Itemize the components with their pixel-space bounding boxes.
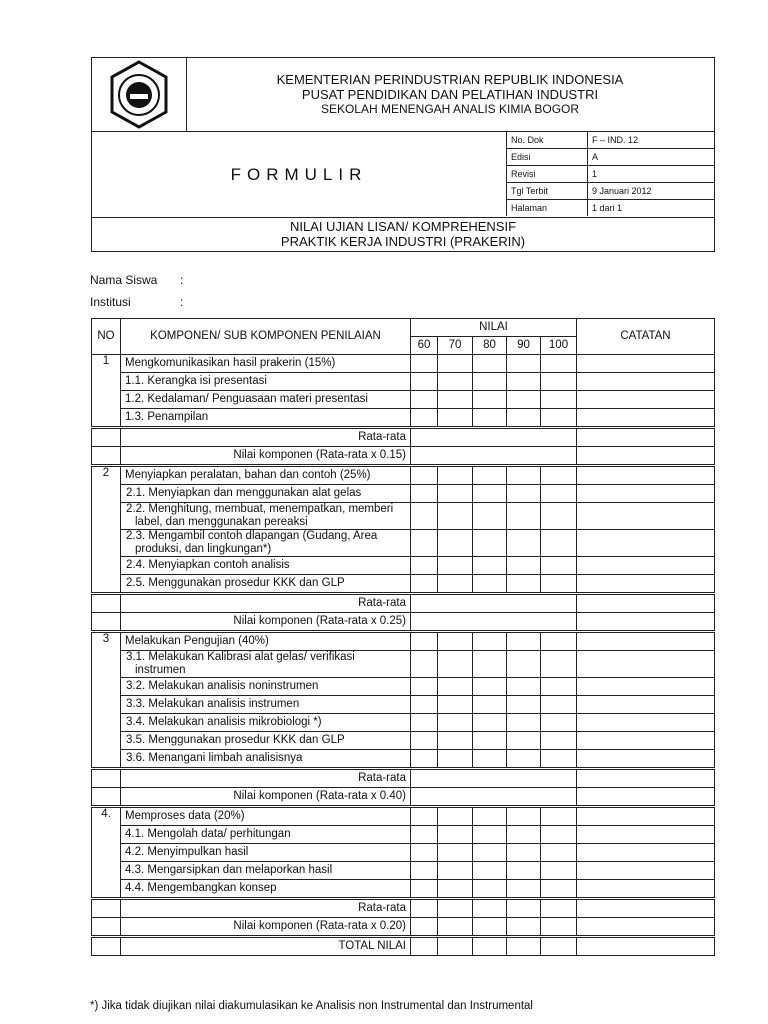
- score-cell[interactable]: [541, 373, 577, 391]
- score-cell-merged[interactable]: [411, 447, 577, 466]
- info-value: 1 dari 1: [588, 200, 715, 217]
- subcomponent-row: [92, 732, 715, 750]
- score-cell[interactable]: [411, 466, 438, 485]
- score-cell[interactable]: [473, 732, 507, 750]
- score-cell[interactable]: [411, 557, 438, 575]
- score-cell[interactable]: [411, 373, 438, 391]
- info-label: Edisi: [507, 149, 588, 166]
- score-cell[interactable]: [438, 918, 473, 937]
- score-cell[interactable]: [438, 557, 473, 575]
- empty-no-cell: [92, 769, 121, 788]
- score-cell[interactable]: [541, 937, 577, 956]
- average-row: [92, 769, 715, 788]
- section-title: Melakukan Pengujian (40%): [121, 632, 411, 651]
- section-number: 4.: [92, 807, 121, 899]
- form-title: FORMULIR: [230, 164, 368, 184]
- empty-no-cell: [92, 918, 121, 937]
- score-cell[interactable]: [473, 918, 507, 937]
- subtitle-line-1: NILAI UJIAN LISAN/ KOMPREHENSIF: [289, 219, 517, 234]
- component-score-row: [92, 918, 715, 937]
- score-cell[interactable]: [507, 678, 541, 696]
- info-value: A: [588, 149, 715, 166]
- score-cell[interactable]: [507, 373, 541, 391]
- score-cell[interactable]: [438, 899, 473, 918]
- score-cell[interactable]: [507, 918, 541, 937]
- component-score-label: Nilai komponen (Rata-rata x 0.15): [121, 447, 411, 466]
- score-cell[interactable]: [438, 880, 473, 899]
- score-cell[interactable]: [438, 826, 473, 844]
- score-cell[interactable]: [541, 826, 577, 844]
- average-row: [92, 899, 715, 918]
- subcomponent-row: [92, 575, 715, 594]
- total-row: [92, 937, 715, 956]
- form-subtitle: [92, 216, 714, 251]
- subcomponent-row: [92, 409, 715, 428]
- empty-no-cell: [92, 447, 121, 466]
- notes-cell[interactable]: [577, 485, 715, 503]
- score-cell[interactable]: [507, 807, 541, 826]
- score-cell[interactable]: [541, 485, 577, 503]
- score-cell[interactable]: [438, 466, 473, 485]
- score-cell[interactable]: [541, 391, 577, 409]
- score-cell[interactable]: [541, 696, 577, 714]
- score-cell[interactable]: [473, 750, 507, 769]
- score-cell[interactable]: [411, 575, 438, 594]
- subcomponent-row: [92, 391, 715, 409]
- section-row: [92, 355, 715, 373]
- subcomponent-row: [92, 373, 715, 391]
- subcomponent-row: [92, 750, 715, 769]
- center-name: PUSAT PENDIDIKAN DAN PELATIHAN INDUSTRI: [301, 87, 599, 102]
- score-cell[interactable]: [438, 750, 473, 769]
- section-row: [92, 466, 715, 485]
- score-cell[interactable]: [541, 714, 577, 732]
- score-cell[interactable]: [541, 880, 577, 899]
- subcomponent-row: [92, 862, 715, 880]
- notes-cell[interactable]: [577, 447, 715, 466]
- score-cell[interactable]: [541, 466, 577, 485]
- score-cell[interactable]: [507, 503, 541, 530]
- school-logo: [92, 58, 187, 131]
- info-row: [507, 183, 715, 200]
- empty-no-cell: [92, 594, 121, 613]
- empty-no-cell: [92, 788, 121, 807]
- info-value: 1: [588, 166, 715, 183]
- subcomponent-row: [92, 485, 715, 503]
- score-cell[interactable]: [411, 632, 438, 651]
- score-cell[interactable]: [411, 503, 438, 530]
- subcomponent-label: 2.4. Menyiapkan contoh analisis: [121, 557, 411, 575]
- notes-cell[interactable]: [577, 918, 715, 937]
- score-cell[interactable]: [438, 503, 473, 530]
- score-cell[interactable]: [473, 503, 507, 530]
- section-title: Menyiapkan peralatan, bahan dan contoh (25%): [121, 466, 411, 485]
- score-cell[interactable]: [473, 844, 507, 862]
- score-cell[interactable]: [473, 862, 507, 880]
- score-cell[interactable]: [473, 899, 507, 918]
- section-number: 2: [92, 466, 121, 594]
- header-component: KOMPONEN/ SUB KOMPONEN PENILAIAN: [121, 319, 411, 355]
- subcomponent-label: 3.6. Menangani limbah analisisnya: [121, 750, 411, 769]
- score-cell[interactable]: [507, 899, 541, 918]
- notes-cell[interactable]: [577, 807, 715, 826]
- subcomponent-row: [92, 826, 715, 844]
- score-cell[interactable]: [473, 355, 507, 373]
- score-cell[interactable]: [541, 678, 577, 696]
- student-name-label: Nama Siswa: [90, 273, 158, 287]
- score-cell[interactable]: [473, 575, 507, 594]
- score-cell[interactable]: [438, 575, 473, 594]
- score-cell[interactable]: [438, 409, 473, 428]
- header-nilai: NILAI: [411, 319, 577, 337]
- score-cell[interactable]: [411, 355, 438, 373]
- subcomponent-row: [92, 530, 715, 557]
- info-label: No. Dok: [507, 132, 588, 149]
- notes-cell[interactable]: [577, 373, 715, 391]
- score-cell-merged[interactable]: [411, 788, 577, 807]
- score-cell[interactable]: [411, 899, 438, 918]
- notes-cell[interactable]: [577, 826, 715, 844]
- score-cell[interactable]: [411, 732, 438, 750]
- header-row: [92, 319, 715, 337]
- notes-cell[interactable]: [577, 651, 715, 678]
- score-cell[interactable]: [438, 937, 473, 956]
- header-score-90: 90: [507, 337, 541, 355]
- notes-cell[interactable]: [577, 557, 715, 575]
- subcomponent-row: [92, 844, 715, 862]
- subcomponent-label: 3.2. Melakukan analisis noninstrumen: [121, 678, 411, 696]
- score-cell[interactable]: [438, 632, 473, 651]
- score-cell[interactable]: [507, 880, 541, 899]
- score-cell[interactable]: [541, 632, 577, 651]
- average-row: [92, 428, 715, 447]
- score-cell[interactable]: [411, 714, 438, 732]
- score-cell[interactable]: [473, 696, 507, 714]
- empty-no-cell: [92, 428, 121, 447]
- header-catatan: CATATAN: [577, 319, 715, 355]
- header-score-80: 80: [473, 337, 507, 355]
- notes-cell[interactable]: [577, 678, 715, 696]
- score-cell[interactable]: [411, 862, 438, 880]
- notes-cell[interactable]: [577, 750, 715, 769]
- score-cell[interactable]: [507, 651, 541, 678]
- notes-cell[interactable]: [577, 613, 715, 632]
- score-cell[interactable]: [473, 937, 507, 956]
- header-score-100: 100: [541, 337, 577, 355]
- info-row: [507, 132, 715, 149]
- score-cell[interactable]: [507, 937, 541, 956]
- school-logo-icon: [92, 58, 186, 131]
- score-cell[interactable]: [438, 862, 473, 880]
- score-cell[interactable]: [507, 409, 541, 428]
- average-row: [92, 594, 715, 613]
- notes-cell[interactable]: [577, 844, 715, 862]
- score-cell[interactable]: [438, 373, 473, 391]
- subcomponent-label: 1.2. Kedalaman/ Penguasaan materi presentasi: [121, 391, 411, 409]
- score-cell[interactable]: [411, 409, 438, 428]
- score-cell[interactable]: [541, 557, 577, 575]
- section-title: Mengkomunikasikan hasil prakerin (15%): [121, 355, 411, 373]
- empty-no-cell: [92, 899, 121, 918]
- score-cell[interactable]: [411, 807, 438, 826]
- notes-cell[interactable]: [577, 530, 715, 557]
- score-cell[interactable]: [541, 844, 577, 862]
- notes-cell[interactable]: [577, 428, 715, 447]
- score-cell[interactable]: [541, 575, 577, 594]
- notes-cell[interactable]: [577, 862, 715, 880]
- score-cell[interactable]: [507, 696, 541, 714]
- component-score-label: Nilai komponen (Rata-rata x 0.25): [121, 613, 411, 632]
- component-score-row: [92, 613, 715, 632]
- score-cell[interactable]: [411, 844, 438, 862]
- info-value: 9 Januari 2012: [588, 183, 715, 200]
- average-label: Rata-rata: [121, 769, 411, 788]
- score-cell[interactable]: [411, 651, 438, 678]
- score-cell[interactable]: [473, 714, 507, 732]
- score-cell[interactable]: [473, 880, 507, 899]
- score-cell[interactable]: [507, 862, 541, 880]
- institution-name: [186, 58, 714, 131]
- score-cell[interactable]: [473, 807, 507, 826]
- section-number: 3: [92, 632, 121, 769]
- score-cell[interactable]: [438, 651, 473, 678]
- score-cell-merged[interactable]: [411, 428, 577, 447]
- score-cell[interactable]: [438, 485, 473, 503]
- score-cell[interactable]: [507, 844, 541, 862]
- notes-cell[interactable]: [577, 466, 715, 485]
- score-cell[interactable]: [507, 485, 541, 503]
- score-cell[interactable]: [541, 918, 577, 937]
- score-cell[interactable]: [507, 714, 541, 732]
- notes-cell[interactable]: [577, 769, 715, 788]
- score-cell[interactable]: [438, 732, 473, 750]
- info-label: Halaman: [507, 200, 588, 217]
- score-cell[interactable]: [541, 862, 577, 880]
- component-score-row: [92, 447, 715, 466]
- section-title: Memproses data (20%): [121, 807, 411, 826]
- subcomponent-label: 3.5. Menggunakan prosedur KKK dan GLP: [121, 732, 411, 750]
- score-cell[interactable]: [411, 918, 438, 937]
- score-cell[interactable]: [411, 530, 438, 557]
- notes-cell[interactable]: [577, 503, 715, 530]
- notes-cell[interactable]: [577, 937, 715, 956]
- subcomponent-row: [92, 678, 715, 696]
- score-cell[interactable]: [411, 826, 438, 844]
- info-label: Revisi: [507, 166, 588, 183]
- info-value: F – IND. 12: [588, 132, 715, 149]
- subcomponent-row: [92, 651, 715, 678]
- score-cell[interactable]: [438, 714, 473, 732]
- score-cell[interactable]: [541, 899, 577, 918]
- total-label: TOTAL NILAI: [121, 937, 411, 956]
- score-cell[interactable]: [438, 844, 473, 862]
- score-cell[interactable]: [411, 696, 438, 714]
- info-row: [507, 149, 715, 166]
- score-cell[interactable]: [507, 632, 541, 651]
- component-score-label: Nilai komponen (Rata-rata x 0.40): [121, 788, 411, 807]
- notes-cell[interactable]: [577, 880, 715, 899]
- notes-cell[interactable]: [577, 714, 715, 732]
- score-cell[interactable]: [507, 750, 541, 769]
- score-cell[interactable]: [541, 530, 577, 557]
- student-name-colon: :: [180, 273, 184, 287]
- subcomponent-label: 4.2. Menyimpulkan hasil: [121, 844, 411, 862]
- average-label: Rata-rata: [121, 428, 411, 447]
- score-cell[interactable]: [507, 466, 541, 485]
- score-cell-merged[interactable]: [411, 594, 577, 613]
- score-cell-merged[interactable]: [411, 769, 577, 788]
- score-cell[interactable]: [473, 485, 507, 503]
- section-number: 1: [92, 355, 121, 428]
- notes-cell[interactable]: [577, 575, 715, 594]
- score-cell[interactable]: [473, 826, 507, 844]
- empty-no-cell: [92, 613, 121, 632]
- subcomponent-label: 2.1. Menyiapkan dan menggunakan alat gelas: [121, 485, 411, 503]
- average-label: Rata-rata: [121, 594, 411, 613]
- subcomponent-row: [92, 503, 715, 530]
- score-cell[interactable]: [507, 826, 541, 844]
- score-cell[interactable]: [541, 750, 577, 769]
- subcomponent-row: [92, 557, 715, 575]
- school-name: SEKOLAH MENENGAH ANALIS KIMIA BOGOR: [320, 102, 580, 116]
- form-info-row: [92, 131, 714, 218]
- info-row: [507, 200, 715, 217]
- header-no: NO: [92, 319, 121, 355]
- subcomponent-row: [92, 880, 715, 899]
- header-score-70: 70: [438, 337, 473, 355]
- score-cell[interactable]: [541, 732, 577, 750]
- score-cell[interactable]: [411, 678, 438, 696]
- notes-cell[interactable]: [577, 899, 715, 918]
- info-label: Tgl Terbit: [507, 183, 588, 200]
- subcomponent-label: 1.1. Kerangka isi presentasi: [121, 373, 411, 391]
- subcomponent-label: 2.2. Menghitung, membuat, menempatkan, memberi label, dan menggunakan pereaksi: [121, 503, 411, 530]
- subcomponent-label: 3.3. Melakukan analisis instrumen: [121, 696, 411, 714]
- component-score-row: [92, 788, 715, 807]
- subcomponent-label: 3.4. Melakukan analisis mikrobiologi *): [121, 714, 411, 732]
- notes-cell[interactable]: [577, 391, 715, 409]
- score-cell[interactable]: [411, 485, 438, 503]
- subcomponent-label: 4.1. Mengolah data/ perhitungan: [121, 826, 411, 844]
- subcomponent-label: 1.3. Penampilan: [121, 409, 411, 428]
- score-cell[interactable]: [438, 807, 473, 826]
- score-cell[interactable]: [507, 575, 541, 594]
- header-score-60: 60: [411, 337, 438, 355]
- score-cell[interactable]: [473, 391, 507, 409]
- subcomponent-label: 4.4. Mengembangkan konsep: [121, 880, 411, 899]
- score-cell[interactable]: [473, 373, 507, 391]
- score-cell[interactable]: [411, 750, 438, 769]
- empty-no-cell: [92, 937, 121, 956]
- assessment-table: [91, 318, 715, 956]
- score-cell[interactable]: [438, 355, 473, 373]
- score-cell[interactable]: [473, 466, 507, 485]
- score-cell[interactable]: [411, 937, 438, 956]
- notes-cell[interactable]: [577, 788, 715, 807]
- score-cell[interactable]: [507, 391, 541, 409]
- notes-cell[interactable]: [577, 732, 715, 750]
- score-cell[interactable]: [541, 355, 577, 373]
- score-cell[interactable]: [507, 530, 541, 557]
- component-score-label: Nilai komponen (Rata-rata x 0.20): [121, 918, 411, 937]
- document-info-table: [506, 132, 714, 216]
- score-cell-merged[interactable]: [411, 613, 577, 632]
- subtitle-line-2: PRAKTIK KERJA INDUSTRI (PRAKERIN): [280, 234, 526, 249]
- score-cell[interactable]: [473, 632, 507, 651]
- score-cell[interactable]: [473, 651, 507, 678]
- notes-cell[interactable]: [577, 594, 715, 613]
- score-cell[interactable]: [541, 651, 577, 678]
- document-header: [91, 57, 715, 252]
- score-cell[interactable]: [507, 732, 541, 750]
- institution-label: Institusi: [90, 295, 131, 309]
- notes-cell[interactable]: [577, 355, 715, 373]
- footnote: *) Jika tidak diujikan nilai diakumulasikan ke Analisis non Instrumental dan Instrumental: [90, 1000, 533, 1012]
- score-cell[interactable]: [438, 678, 473, 696]
- score-cell[interactable]: [473, 409, 507, 428]
- section-row: [92, 807, 715, 826]
- score-cell[interactable]: [507, 355, 541, 373]
- notes-cell[interactable]: [577, 409, 715, 428]
- ministry-name: KEMENTERIAN PERINDUSTRIAN REPUBLIK INDONESIA: [276, 72, 624, 87]
- score-cell[interactable]: [541, 807, 577, 826]
- score-cell[interactable]: [473, 530, 507, 557]
- average-label: Rata-rata: [121, 899, 411, 918]
- score-cell[interactable]: [438, 696, 473, 714]
- score-cell[interactable]: [541, 409, 577, 428]
- score-cell[interactable]: [411, 391, 438, 409]
- notes-cell[interactable]: [577, 696, 715, 714]
- score-cell[interactable]: [541, 503, 577, 530]
- score-cell[interactable]: [411, 880, 438, 899]
- notes-cell[interactable]: [577, 632, 715, 651]
- subcomponent-row: [92, 696, 715, 714]
- score-cell[interactable]: [473, 678, 507, 696]
- info-row: [507, 166, 715, 183]
- subcomponent-row: [92, 714, 715, 732]
- score-cell[interactable]: [438, 530, 473, 557]
- subcomponent-label: 2.3. Mengambil contoh dlapangan (Gudang, Area produksi, dan lingkungan*): [121, 530, 411, 557]
- score-cell[interactable]: [438, 391, 473, 409]
- subcomponent-label: 4.3. Mengarsipkan dan melaporkan hasil: [121, 862, 411, 880]
- institution-colon: :: [180, 295, 184, 309]
- score-cell[interactable]: [473, 557, 507, 575]
- subcomponent-label: 2.5. Menggunakan prosedur KKK dan GLP: [121, 575, 411, 594]
- subcomponent-label: 3.1. Melakukan Kalibrasi alat gelas/ verifikasi instrumen: [121, 651, 411, 678]
- section-row: [92, 632, 715, 651]
- score-cell[interactable]: [507, 557, 541, 575]
